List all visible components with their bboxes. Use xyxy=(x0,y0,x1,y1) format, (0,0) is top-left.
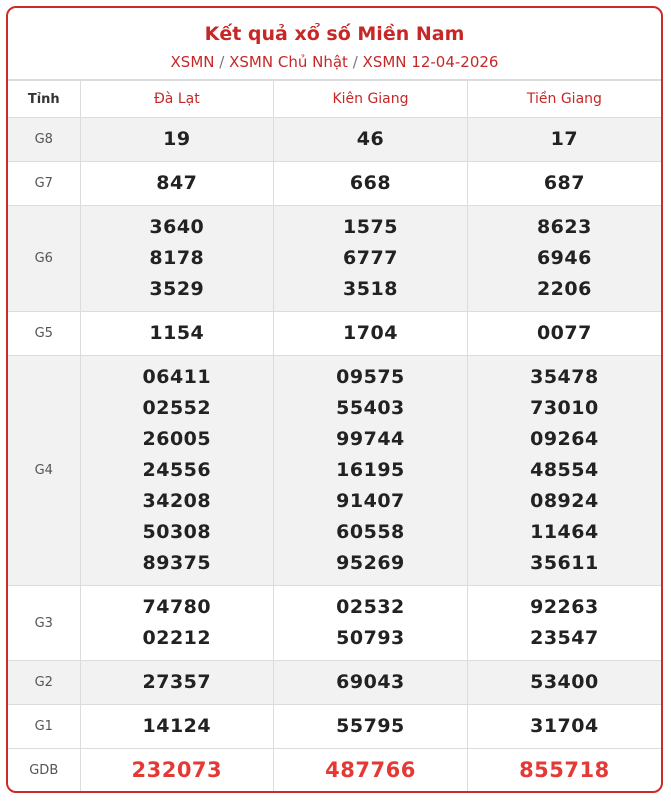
result-number: 06411 xyxy=(142,366,212,388)
result-number: 16195 xyxy=(336,459,405,481)
result-number: 687 xyxy=(543,172,585,194)
prize-label: G8 xyxy=(8,118,80,162)
result-number: 02532 xyxy=(336,596,405,618)
result-cell xyxy=(80,661,274,705)
result-number: 35478 xyxy=(530,366,599,388)
result-cell xyxy=(80,586,274,661)
result-number: 17 xyxy=(550,128,579,150)
result-number: 09264 xyxy=(530,428,599,450)
results-card xyxy=(6,6,663,793)
result-cell xyxy=(467,749,661,793)
special-prize-number: 487766 xyxy=(325,758,416,782)
result-number: 14124 xyxy=(142,715,212,737)
result-cell xyxy=(467,118,661,162)
result-number: 89375 xyxy=(142,552,212,574)
prize-label: G7 xyxy=(8,162,80,206)
result-cell xyxy=(467,162,661,206)
result-cell xyxy=(467,206,661,312)
breadcrumb xyxy=(8,52,661,72)
result-number: 3518 xyxy=(343,278,398,300)
result-number: 1704 xyxy=(343,322,398,344)
prize-row-g8 xyxy=(8,118,661,162)
prize-row-g6 xyxy=(8,206,661,312)
results-body xyxy=(8,118,661,793)
page-title: Kết quả xổ số Miền Nam xyxy=(204,23,465,45)
result-cell xyxy=(274,356,468,586)
result-number: 26005 xyxy=(142,428,212,450)
result-number: 8623 xyxy=(536,216,592,238)
result-cell xyxy=(467,356,661,586)
result-cell xyxy=(274,586,468,661)
result-number: 23547 xyxy=(530,627,599,649)
result-cell xyxy=(274,749,468,793)
result-cell xyxy=(274,661,468,705)
prize-row-g2 xyxy=(8,661,661,705)
result-number: 60558 xyxy=(336,521,405,543)
results-header xyxy=(8,8,661,80)
prize-row-g1 xyxy=(8,705,661,749)
result-cell xyxy=(80,118,274,162)
result-number: 34208 xyxy=(142,490,212,512)
province-header-tien-giang: Tiền Giang xyxy=(467,81,661,118)
result-cell xyxy=(274,206,468,312)
prize-label: G6 xyxy=(8,206,80,312)
result-cell xyxy=(80,206,274,312)
breadcrumb-link-xsmn[interactable]: XSMN xyxy=(170,53,215,71)
result-number: 91407 xyxy=(336,490,405,512)
result-number: 55403 xyxy=(336,397,405,419)
result-number: 3640 xyxy=(149,216,205,238)
result-number: 08924 xyxy=(530,490,599,512)
result-number: 1154 xyxy=(149,322,205,344)
result-number: 48554 xyxy=(530,459,599,481)
prize-label: G3 xyxy=(8,586,80,661)
result-cell xyxy=(274,705,468,749)
result-number: 3529 xyxy=(149,278,205,300)
result-number: 95269 xyxy=(336,552,405,574)
breadcrumb-separator: / xyxy=(352,53,358,71)
prize-row-g7 xyxy=(8,162,661,206)
results-table xyxy=(8,80,661,792)
result-cell xyxy=(80,749,274,793)
result-number: 69043 xyxy=(336,671,405,693)
province-header-da-lat: Đà Lạt xyxy=(80,81,274,118)
result-number: 0077 xyxy=(536,322,592,344)
result-number: 8178 xyxy=(149,247,205,269)
result-number: 74780 xyxy=(142,596,212,618)
prize-row-gdb xyxy=(8,749,661,793)
province-header-kien-giang: Kiên Giang xyxy=(274,81,468,118)
result-cell xyxy=(467,705,661,749)
result-number: 19 xyxy=(163,128,191,150)
province-column-header: Tỉnh xyxy=(8,81,80,118)
result-cell xyxy=(80,162,274,206)
result-number: 99744 xyxy=(336,428,405,450)
result-number: 53400 xyxy=(530,671,599,693)
prize-label: G1 xyxy=(8,705,80,749)
special-prize-number: 232073 xyxy=(131,758,223,782)
result-number: 6777 xyxy=(343,247,398,269)
result-cell xyxy=(274,162,468,206)
result-number: 35611 xyxy=(530,552,599,574)
result-number: 92263 xyxy=(530,596,599,618)
result-number: 09575 xyxy=(336,366,405,388)
result-cell xyxy=(467,586,661,661)
breadcrumb-separator: / xyxy=(219,53,225,71)
prize-row-g3 xyxy=(8,586,661,661)
prize-row-g4 xyxy=(8,356,661,586)
result-number: 31704 xyxy=(530,715,599,737)
breadcrumb-link-xsmn-chu-nhat[interactable]: XSMN Chủ Nhật xyxy=(229,53,348,71)
result-number: 73010 xyxy=(530,397,599,419)
prize-label: G5 xyxy=(8,312,80,356)
result-cell xyxy=(80,312,274,356)
table-header-row xyxy=(8,81,661,118)
result-number: 11464 xyxy=(530,521,599,543)
result-number: 50308 xyxy=(142,521,212,543)
result-number: 668 xyxy=(349,172,392,194)
result-cell xyxy=(80,356,274,586)
result-cell xyxy=(274,312,468,356)
breadcrumb-link-xsmn-date[interactable]: XSMN 12-04-2026 xyxy=(362,53,499,71)
result-number: 847 xyxy=(156,172,198,194)
result-number: 27357 xyxy=(142,671,212,693)
result-number: 1575 xyxy=(343,216,398,238)
prize-label: G2 xyxy=(8,661,80,705)
result-number: 55795 xyxy=(336,715,405,737)
result-number: 6946 xyxy=(536,247,592,269)
result-cell xyxy=(467,312,661,356)
result-cell xyxy=(467,661,661,705)
result-number: 02212 xyxy=(142,627,212,649)
prize-label: GDB xyxy=(8,749,80,793)
result-cell xyxy=(274,118,468,162)
result-number: 2206 xyxy=(536,278,592,300)
result-number: 46 xyxy=(356,128,385,150)
result-cell xyxy=(80,705,274,749)
prize-row-g5 xyxy=(8,312,661,356)
result-number: 02552 xyxy=(142,397,212,419)
special-prize-number: 855718 xyxy=(519,758,610,782)
result-number: 50793 xyxy=(336,627,405,649)
result-number: 24556 xyxy=(142,459,212,481)
prize-label: G4 xyxy=(8,356,80,586)
